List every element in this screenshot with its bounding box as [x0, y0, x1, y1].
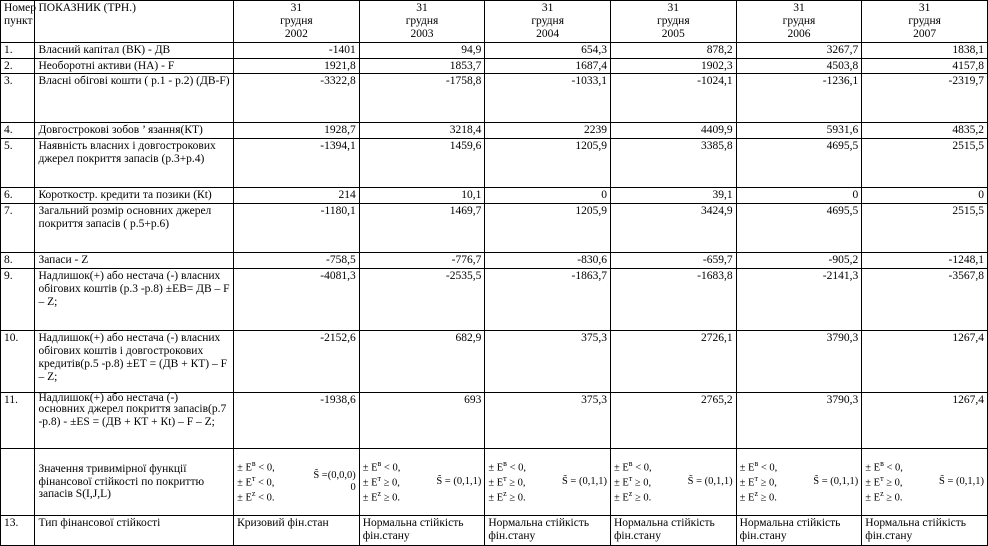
row-number: 6. — [1, 188, 35, 204]
s-conditions — [363, 460, 401, 505]
row-number: 11. — [1, 393, 35, 449]
row-value: 2765,2 — [610, 393, 736, 449]
row-value: 2515,5 — [862, 139, 988, 188]
row-value: 1469,7 — [359, 204, 485, 253]
row-indicator: основних джерел покриття запасів(р.7 -р.8) - ±ЕS = (ДВ + КТ + Кt) – F – Z; — [38, 403, 227, 428]
s-condition-line: ± $Е^в < 0$, — [237, 458, 275, 474]
row-value: -1033,1 — [485, 74, 611, 123]
row-value: 1267,4 — [862, 331, 988, 393]
row-value: 1205,9 — [485, 139, 611, 188]
row-indicator: Короткостр. кредити та позики (Кt) — [35, 188, 234, 204]
row-number: 3. — [1, 74, 35, 123]
s-conditions — [740, 460, 778, 505]
table-body — [1, 42, 988, 545]
s-condition-line: ± $Е^в < 0$, — [739, 458, 778, 474]
row-number: 5. — [1, 139, 35, 188]
row-value: -1394,1 — [234, 139, 360, 188]
row-value: 4503,8 — [736, 58, 862, 74]
row-number: 2. — [1, 58, 35, 74]
row-value: -659,7 — [610, 253, 736, 269]
row-indicator: Надлишок(+) або нестача (-) власних обігових коштів і довгострокових кредитів(р.5 -р.8) ±ЕТ = (ДВ + КТ) – F – Z; — [35, 331, 234, 393]
s-conditions — [237, 460, 275, 505]
header-year-2005 — [610, 1, 736, 43]
row-indicator: Тип фінансової стійкості — [35, 516, 234, 546]
row-value: -1401 — [234, 42, 360, 58]
row-number: 8. — [1, 253, 35, 269]
row-value: -3567,8 — [862, 269, 988, 331]
header-year: 2003 — [410, 27, 434, 40]
header-month: грудня — [656, 14, 690, 27]
row-value: 654,3 — [485, 42, 611, 58]
s-function-cell — [485, 449, 611, 516]
header-day: 31 — [416, 2, 428, 14]
header-month: грудня — [782, 14, 816, 27]
row-value: -2141,3 — [736, 269, 862, 331]
header-month: грудня — [280, 14, 313, 27]
row-indicator: Надлишок(+) або нестача (-) власних обігових коштів (р.3 -р.8) ±ЕВ= ДВ – F – Z; — [35, 269, 234, 331]
s-vector: S̃ = (0,1,1) — [813, 476, 859, 488]
row-value: -1248,1 — [862, 253, 988, 269]
row-number: 4. — [1, 123, 35, 139]
row-value: 4695,5 — [736, 139, 862, 188]
s-conditions — [488, 460, 526, 505]
row-value: -905,2 — [736, 253, 862, 269]
table-row-s-function — [1, 449, 988, 516]
s-condition-line: ± $Е^в < 0$, — [488, 458, 526, 474]
row-number: 7. — [1, 204, 35, 253]
s-condition-line: ± $Е^т \ge 0$, — [613, 473, 652, 489]
row-value: 1687,4 — [485, 58, 611, 74]
header-year-2004 — [485, 1, 611, 43]
header-year: 2004 — [536, 27, 560, 40]
table-row — [1, 42, 988, 58]
row-value: 3790,3 — [736, 393, 862, 449]
header-indicator-col: ПОКАЗНИК (ТРН.) — [35, 1, 234, 43]
table-row — [1, 253, 988, 269]
header-month: грудня — [908, 14, 941, 27]
row-value: -1863,7 — [485, 269, 611, 331]
s-vector: S̃ = (0,1,1) — [687, 476, 733, 488]
s-condition-line: ± $Е^т \ge 0$, — [865, 473, 903, 489]
header-day: 31 — [541, 2, 554, 14]
row-value: -1683,8 — [610, 269, 736, 331]
row-text-value: Нормальна стійкість фін.стану — [610, 516, 736, 546]
s-condition-line: ± $Е^т \ge 0$, — [362, 473, 400, 489]
row-value: 0 — [862, 188, 988, 204]
row-value: 2515,5 — [862, 204, 988, 253]
s-function-cell — [862, 449, 988, 516]
s-conditions — [614, 460, 652, 505]
table-row — [1, 393, 988, 449]
row-value: 94,9 — [359, 42, 485, 58]
s-condition-line: ± $Е^z \ge 0$. — [613, 489, 652, 504]
header-month: грудня — [531, 14, 564, 27]
table-row — [1, 58, 988, 74]
s-condition-line: ± $Е^в < 0$, — [865, 458, 903, 474]
header-day: 31 — [667, 2, 680, 14]
table-row — [1, 188, 988, 204]
row-value: -2535,5 — [359, 269, 485, 331]
header-year-2006 — [736, 1, 862, 43]
row-value: -3322,8 — [234, 74, 360, 123]
row-number: 10. — [1, 331, 35, 393]
s-condition-line: ± $Е^в < 0$, — [362, 458, 401, 474]
row-value: -1758,8 — [359, 74, 485, 123]
s-function-cell — [610, 449, 736, 516]
s-vector: S̃ = (0,1,1) — [561, 476, 607, 488]
row-value: -830,6 — [485, 253, 611, 269]
row-value: -776,7 — [359, 253, 485, 269]
row-indicator-overlap: Надлишок(+) або нестача (-) — [38, 392, 179, 404]
row-value: 4835,2 — [862, 123, 988, 139]
row-value: 214 — [234, 188, 360, 204]
row-value: 1853,7 — [359, 58, 485, 74]
table-row — [1, 139, 988, 188]
row-value: 3218,4 — [359, 123, 485, 139]
table-row — [1, 516, 988, 546]
row-number: 13. — [1, 516, 35, 546]
s-function-cell — [234, 449, 360, 516]
header-day: 31 — [793, 2, 805, 14]
row-value: 4695,5 — [736, 204, 862, 253]
s-vector: S̃ = (0,1,1) — [938, 476, 984, 488]
row-value: 3424,9 — [610, 204, 736, 253]
row-value: 3385,8 — [610, 139, 736, 188]
row-indicator: Наявність власних і довгострокових джерел покриття запасів (р.3+р.4) — [35, 139, 234, 188]
header-year: 2007 — [913, 27, 937, 40]
table-head — [1, 1, 988, 43]
row-value: 1205,9 — [485, 204, 611, 253]
row-text-value: Нормальна стійкість фін.стану — [359, 516, 485, 546]
s-condition-line: ± $Е^т < 0$, — [237, 473, 275, 489]
row-value: 2239 — [485, 123, 611, 139]
row-value: 2726,1 — [610, 331, 736, 393]
s-condition-line: ± $Е^z \ge 0$. — [739, 489, 777, 504]
row-number: 9. — [1, 269, 35, 331]
s-conditions — [865, 460, 903, 505]
row-value: 4157,8 — [862, 58, 988, 74]
row-indicator: Запаси - Z — [35, 253, 234, 269]
row-value: 3790,3 — [736, 331, 862, 393]
row-indicator: Необоротні активи (НА) - F — [35, 58, 234, 74]
table-row — [1, 74, 988, 123]
s-condition-line: ± $Е^т \ge 0$, — [488, 473, 526, 489]
row-value: -2319,7 — [862, 74, 988, 123]
s-condition-line: ± $Е^z \ge 0$. — [488, 489, 526, 504]
row-value: 1267,4 — [862, 393, 988, 449]
header-year: 2005 — [661, 27, 685, 40]
row-value: 693 — [359, 393, 485, 449]
table-header-row — [1, 1, 988, 43]
s-condition-line: ± $Е^т \ge 0$, — [739, 473, 777, 489]
row-value: 1459,6 — [359, 139, 485, 188]
row-value: 0 — [736, 188, 862, 204]
s-condition-line: ± $Е^z < 0$. — [237, 489, 275, 504]
header-year: 2006 — [787, 27, 811, 40]
table-row — [1, 123, 988, 139]
row-indicator-wrapper — [35, 393, 234, 449]
s-function-cell — [359, 449, 485, 516]
row-value: -4081,3 — [234, 269, 360, 331]
s-condition-line: ± $Е^z \ge 0$. — [865, 489, 903, 504]
row-value: 1928,7 — [234, 123, 360, 139]
row-value: -1236,1 — [736, 74, 862, 123]
row-value: -1024,1 — [610, 74, 736, 123]
row-text-value: Нормальна стійкість фін.стану — [862, 516, 988, 546]
header-day: 31 — [290, 2, 303, 14]
row-value: 1921,8 — [234, 58, 360, 74]
row-value: -758,5 — [234, 253, 360, 269]
row-value: -1180,1 — [234, 204, 360, 253]
table-row — [1, 204, 988, 253]
row-text-value: Кризовий фін.стан — [234, 516, 360, 546]
row-value: 878,2 — [610, 42, 736, 58]
row-value: 375,3 — [485, 393, 611, 449]
header-month: грудня — [405, 14, 439, 27]
header-num-col: Номер пункт — [1, 1, 35, 43]
row-value: 3267,7 — [736, 42, 862, 58]
row-text-value: Нормальна стійкість фін.стану — [736, 516, 862, 546]
table-row — [1, 331, 988, 393]
row-number: 1. — [1, 42, 35, 58]
s-function-cell — [736, 449, 862, 516]
header-day: 31 — [918, 2, 931, 14]
row-indicator: Значення тривимірної функції фінансової стійкості по покриттю запасів S(I,J,L) — [35, 449, 234, 516]
row-value: 0 — [485, 188, 611, 204]
row-value: 682,9 — [359, 331, 485, 393]
header-year-2002 — [234, 1, 360, 43]
s-vector: S̃ =(0,0,0) 0 — [313, 470, 356, 493]
row-value: 10,1 — [359, 188, 485, 204]
row-value: 4409,9 — [610, 123, 736, 139]
header-year-2003 — [359, 1, 485, 43]
row-indicator: Власний капітал (ВК) - ДВ — [35, 42, 234, 58]
header-year: 2002 — [284, 27, 308, 40]
s-vector: S̃ = (0,1,1) — [436, 476, 482, 488]
row-value: 375,3 — [485, 331, 611, 393]
row-value: 1902,3 — [610, 58, 736, 74]
table-row — [1, 269, 988, 331]
s-condition-line: ± $Е^z \ge 0$. — [362, 489, 400, 504]
header-year-2007 — [862, 1, 988, 43]
row-indicator: Власні обігові кошти ( р.1 - р.2) (ДВ-F) — [35, 74, 234, 123]
row-indicator: Довгострокові зобов ’ язання(КТ) — [35, 123, 234, 139]
s-condition-line: ± $Е^в < 0$, — [613, 458, 652, 474]
row-value: 5931,6 — [736, 123, 862, 139]
row-number — [1, 449, 35, 516]
row-value: 1838,1 — [862, 42, 988, 58]
row-value: 39,1 — [610, 188, 736, 204]
row-value: -1938,6 — [234, 393, 360, 449]
row-value: -2152,6 — [234, 331, 360, 393]
row-text-value: Нормальна стійкість фін.стану — [485, 516, 611, 546]
row-indicator: Загальний розмір основних джерел покриття запасів ( р.5+р.6) — [35, 204, 234, 253]
